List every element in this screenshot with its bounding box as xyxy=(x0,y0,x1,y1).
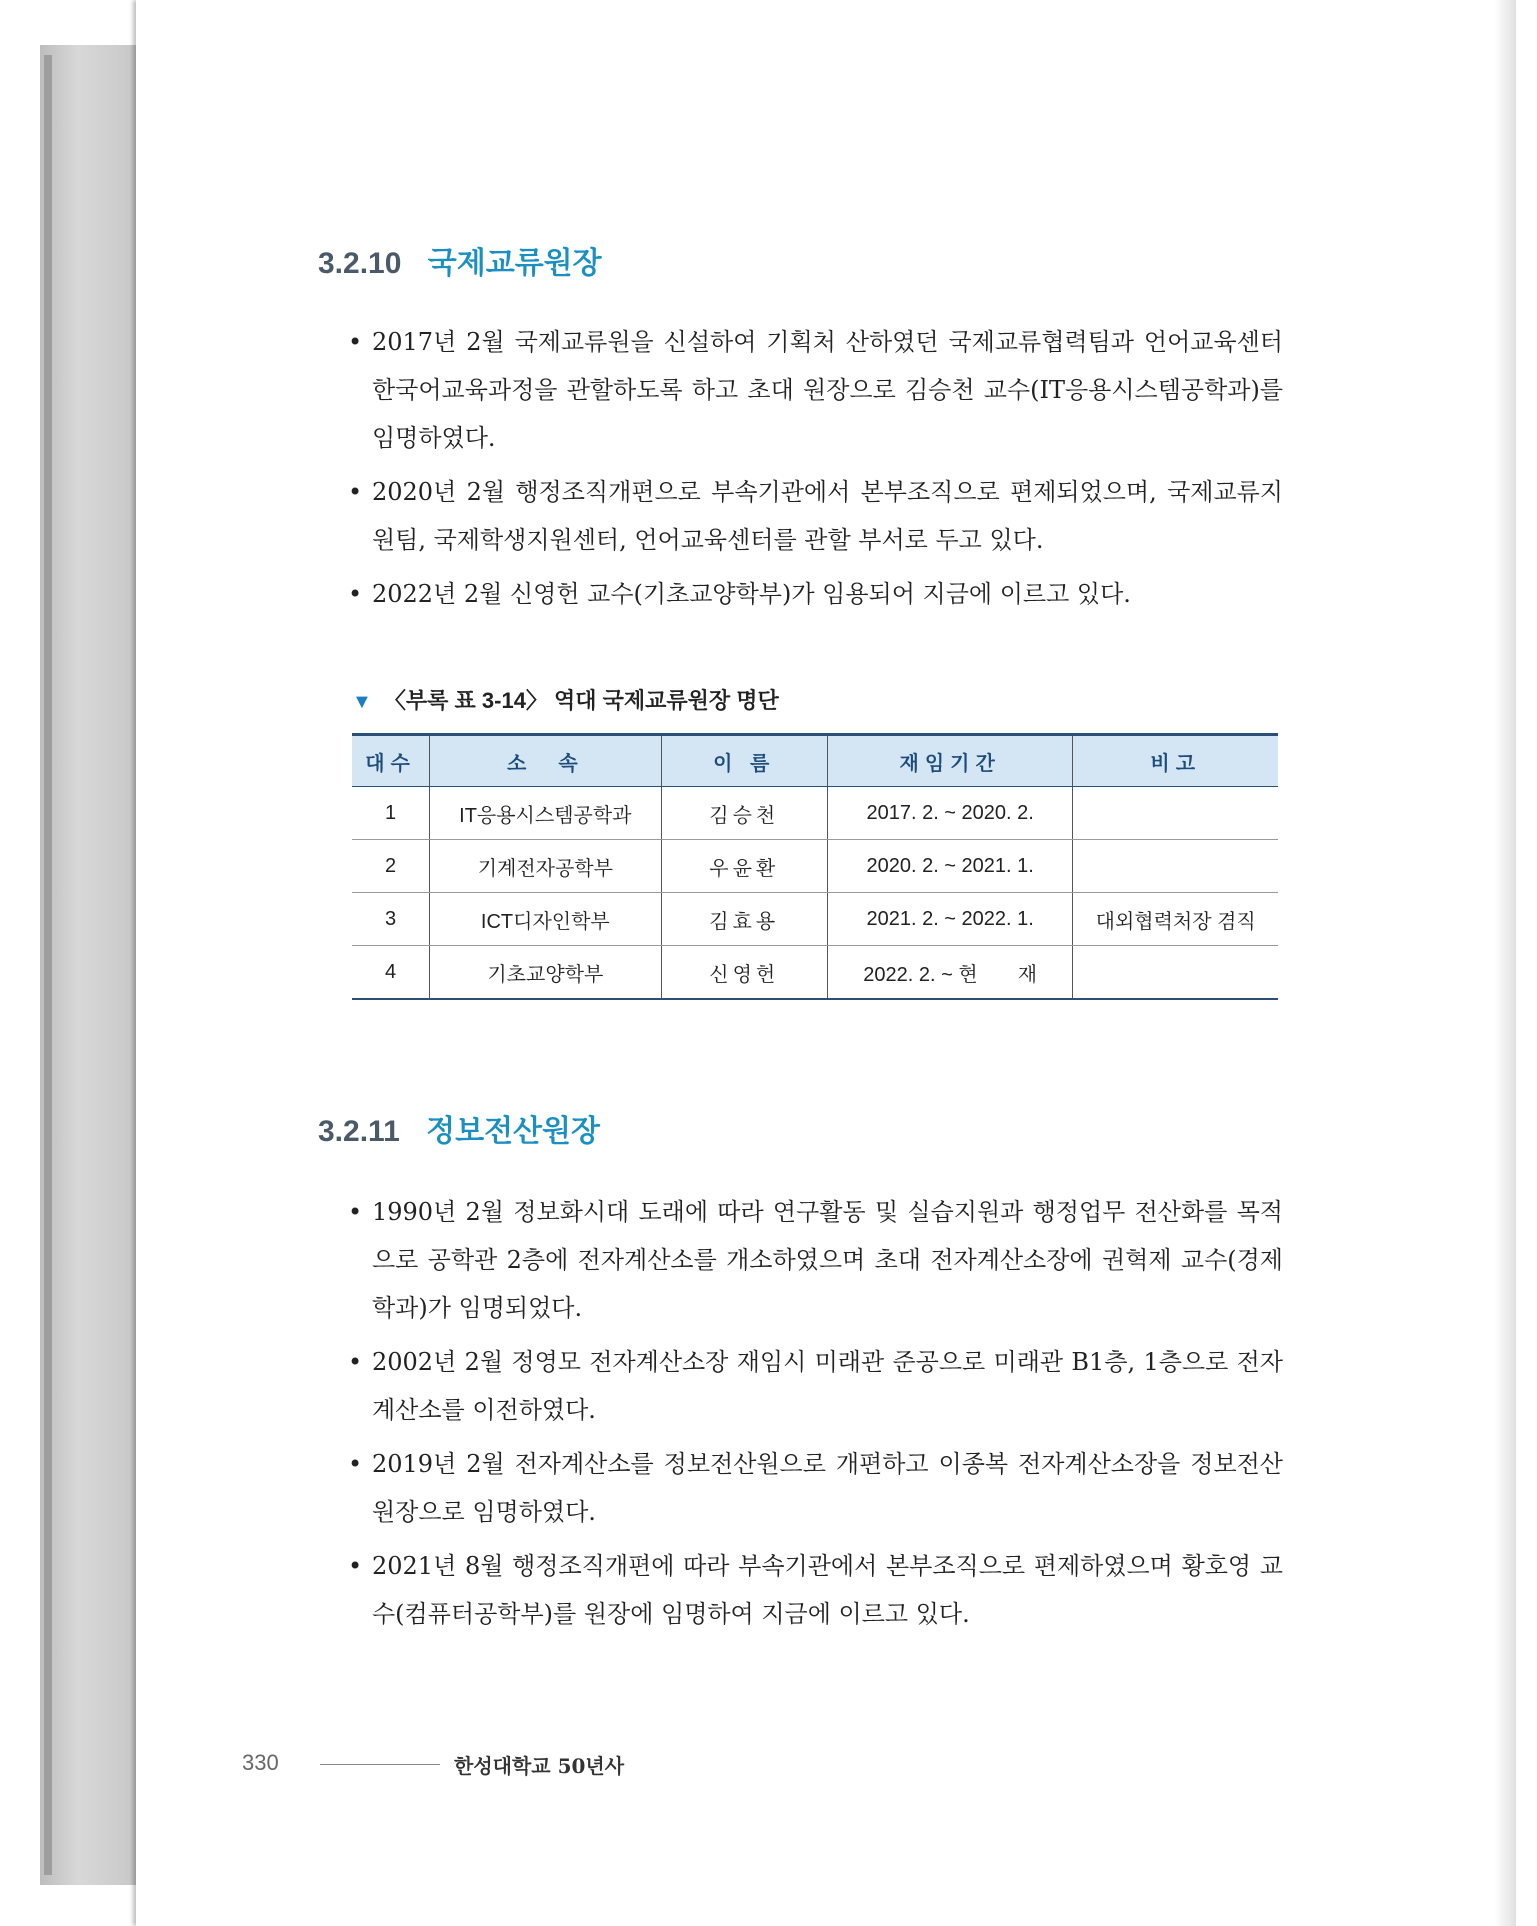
footer-divider xyxy=(320,1764,440,1765)
header-cell: 대수 xyxy=(352,735,430,787)
table-cell: 2 xyxy=(352,840,430,893)
table-row xyxy=(352,787,1278,840)
table-caption-text: 〈부록 표 3-14〉 역대 국제교류원장 명단 xyxy=(383,688,779,713)
bullet-item: • 2020년 2월 행정조직개편으로 부속기관에서 본부조직으로 편제되었으며, 국제교류지원팀, 국제학생지원센터, 언어교육센터를 관할 부서로 두고 있다. xyxy=(348,468,1283,564)
table-cell: IT응용시스템공학과 xyxy=(430,787,662,840)
table-cell xyxy=(1073,946,1278,1000)
header-cell: 이 름 xyxy=(661,735,827,787)
page-number: 330 xyxy=(242,1750,279,1775)
table-cell: 김효용 xyxy=(661,893,827,946)
bullet-item: • 2022년 2월 신영헌 교수(기초교양학부)가 임용되어 지금에 이르고 있다. xyxy=(348,570,1283,618)
table-row xyxy=(352,946,1278,1000)
header-cell: 비고 xyxy=(1073,735,1278,787)
table-cell: 4 xyxy=(384,960,397,983)
section-title: 정보전산원장 xyxy=(426,1115,600,1148)
table-cell: ICT디자인학부 xyxy=(430,893,662,946)
table-cell: 1 xyxy=(352,787,430,840)
director-roster-table xyxy=(352,733,1278,1000)
section-2-bullet-list xyxy=(348,1188,1283,1644)
table-cell: 우윤환 xyxy=(661,840,827,893)
table-row xyxy=(352,893,1278,946)
table-caption xyxy=(352,684,779,715)
header-cell: 소 속 xyxy=(430,735,662,787)
table-cell: 김승천 xyxy=(661,787,827,840)
table-header-row xyxy=(352,735,1278,787)
bullet-item: • 2019년 2월 전자계산소를 정보전산원으로 개편하고 이종복 전자계산소장을 정보전산원장으로 임명하였다. xyxy=(348,1440,1283,1536)
bullet-item: • 2002년 2월 정영모 전자계산소장 재임시 미래관 준공으로 미래관 B1층, 1층으로 전자계산소를 이전하였다. xyxy=(348,1338,1283,1434)
header-cell: 재임기간 xyxy=(827,735,1072,787)
section-1-bullet-list xyxy=(348,318,1283,624)
bullet-item: • 1990년 2월 정보화시대 도래에 따라 연구활동 및 실습지원과 행정업무 전산화를 목적으로 공학관 2층에 전자계산소를 개소하였으며 초대 전자계산소장에 권혁제 교수(경제학과)가 임명되었다. xyxy=(348,1188,1283,1332)
table-cell: 기초교양학부 xyxy=(430,946,662,1000)
section-number: 3.2.11 xyxy=(318,1115,400,1148)
table-cell: 3 xyxy=(352,893,430,946)
page-shadow xyxy=(1494,0,1516,1926)
book-title: 한성대학교 50년사 xyxy=(454,1754,625,1778)
section-heading-3-2-11 xyxy=(318,1106,600,1150)
bullet-item: • 2017년 2월 국제교류원을 신설하여 기획처 산하였던 국제교류협력팀과 언어교육센터 한국어교육과정을 관할하도록 하고 초대 원장으로 김승천 교수(IT응용시스템공학과)를 임명하였다. xyxy=(348,318,1283,462)
table-cell: 신영헌 xyxy=(661,946,827,1000)
section-heading-3-2-10 xyxy=(318,238,602,282)
table-cell xyxy=(1073,840,1278,893)
table-cell: 2021. 2. ~ 2022. 1. xyxy=(827,893,1072,946)
section-title: 국제교류원장 xyxy=(427,247,602,280)
book-spine xyxy=(40,45,136,1885)
table-cell xyxy=(1073,787,1278,840)
book-spine-edge xyxy=(44,55,52,1875)
table-cell: 2020. 2. ~ 2021. 1. xyxy=(827,840,1072,893)
table-cell: 대외협력처장 겸직 xyxy=(1073,893,1278,946)
table-cell: 2017. 2. ~ 2020. 2. xyxy=(827,787,1072,840)
section-number: 3.2.10 xyxy=(318,247,402,280)
table-cell: 2022. 2. ~ 현 재 xyxy=(827,946,1072,1000)
table-cell: 기계전자공학부 xyxy=(430,840,662,893)
table-row xyxy=(352,840,1278,893)
triangle-down-icon: ▼ xyxy=(352,691,372,713)
bullet-item: • 2021년 8월 행정조직개편에 따라 부속기관에서 본부조직으로 편제하였으며 황호영 교수(컴퓨터공학부)를 원장에 임명하여 지금에 이르고 있다. xyxy=(348,1542,1283,1638)
